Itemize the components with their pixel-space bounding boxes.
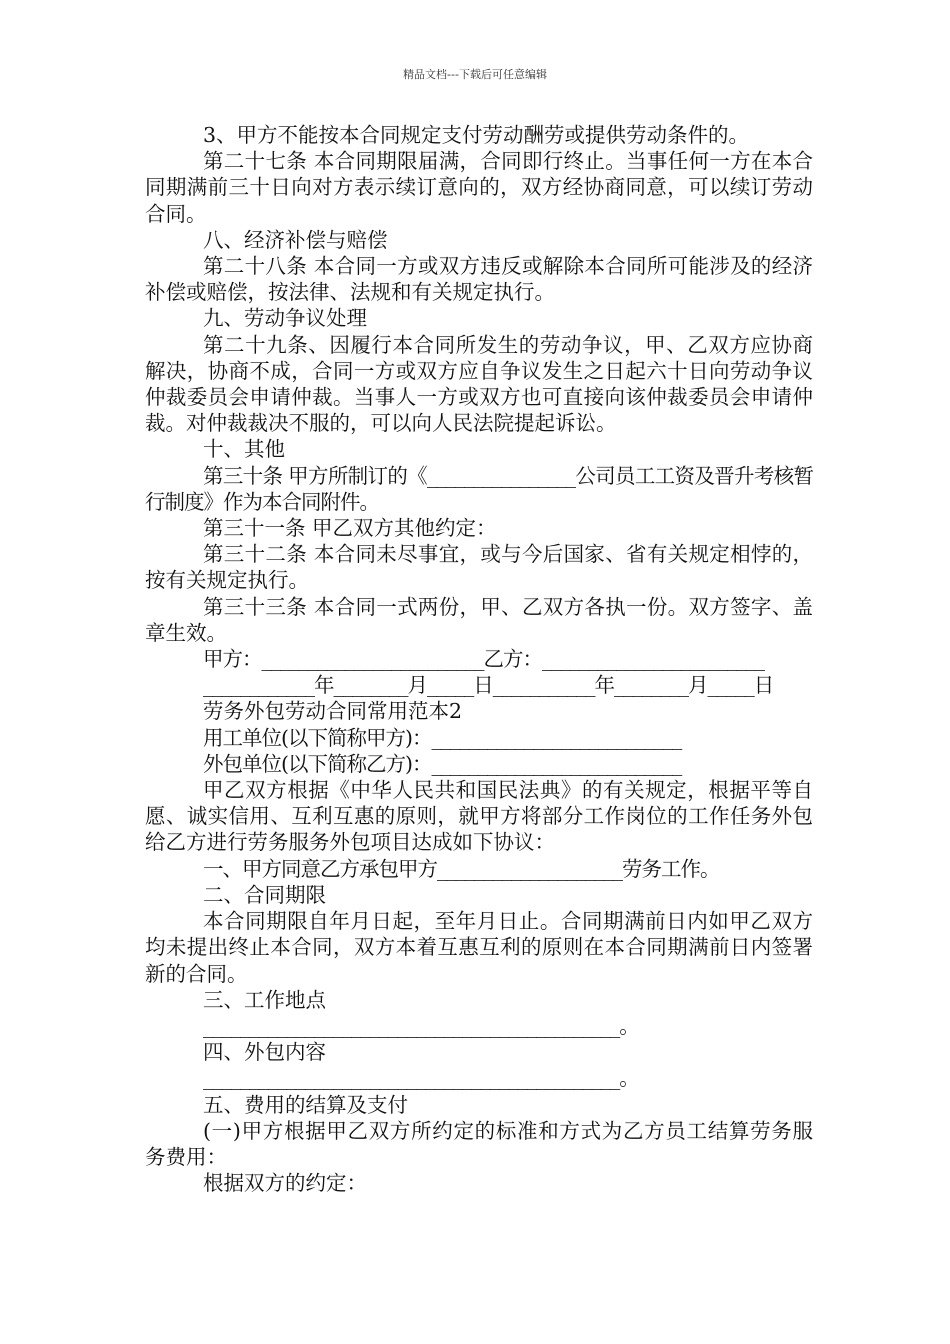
paragraph: 第二十九条、因履行本合同所发生的劳动争议，甲、乙双方应协商解决，协商不成，合同一方或双方应自争议发生之日起六十日向劳动争议仲裁委员会申请仲裁。当事人一方或双方也可直接向该仲裁委员会申请仲裁。对仲裁裁决不服的，可以向人民法院提起诉讼。 [145,332,813,436]
paragraph: 3、甲方不能按本合同规定支付劳动酬劳或提供劳动条件的。 [203,123,750,147]
paragraph: 第三十二条 本合同未尽事宜，或与今后国家、省有关规定相悖的，按有关规定执行。 [145,542,813,593]
section-heading: 十、其他 [203,437,285,462]
party-a-line: 用工单位(以下简称甲方)：___________________________ [203,725,682,750]
party-b-line: 外包单位(以下简称乙方)：___________________________ [203,751,682,776]
page-header: 精品文档---下载后可任意编辑 [403,68,547,81]
paragraph: 第二十八条 本合同一方或双方违反或解除本合同所可能涉及的经济补偿或赔偿，按法律、法规和有关规定执行。 [145,254,813,305]
section-heading: 八、经济补偿与赔偿 [203,227,388,252]
paragraph: 第三十三条 本合同一式两份，甲、乙双方各执一份。双方签字、盖章生效。 [145,594,813,645]
section-heading: 四、外包内容 [203,1040,326,1065]
paragraph: 甲乙双方根据《中华人民共和国民法典》的有关规定，根据平等自愿、诚实信用、互利互惠的原则，就甲方将部分工作岗位的工作任务外包给乙方进行劳务服务外包项目达成如下协议： [145,778,813,855]
paragraph: 根据双方的约定： [203,1171,367,1196]
section-heading: 三、工作地点 [203,987,326,1012]
paragraph: 一、甲方同意乙方承包甲方____________________劳务工作。 [203,856,720,881]
paragraph: (一)甲方根据甲乙双方所约定的标准和方式为乙方员工结算劳务服务费用： [145,1118,813,1169]
section-heading: 二、合同期限 [203,882,326,907]
signature-line: 甲方：________________________乙方：________________________ [203,647,764,672]
paragraph: 第三十条 甲方所制订的《________________公司员工工资及晋升考核暂行制度》作为本合同附件。 [145,463,813,514]
section-heading: 九、劳动争议处理 [203,306,367,331]
section-heading: 五、费用的结算及支付 [203,1092,408,1117]
document-subtitle: 劳务外包劳动合同常用范本2 [203,699,463,724]
blank-line: _____________________________________________。 [203,1066,639,1091]
date-line: ____________年________月_____日___________年________月_____日 [203,673,774,698]
paragraph: 第三十一条 甲乙双方其他约定： [203,516,497,541]
paragraph: 第二十七条 本合同期限届满，合同即行终止。当事任何一方在本合同期满前三十日向对方表示续订意向的，双方经协商同意，可以续订劳动合同。 [145,149,813,226]
paragraph: 本合同期限自年月日起，至年月日止。合同期满前日内如甲乙双方均未提出终止本合同，双方本着互惠互利的原则在本合同期满前日内签署新的合同。 [145,909,813,986]
document-body [145,122,813,1196]
blank-line: _____________________________________________。 [203,1013,639,1038]
